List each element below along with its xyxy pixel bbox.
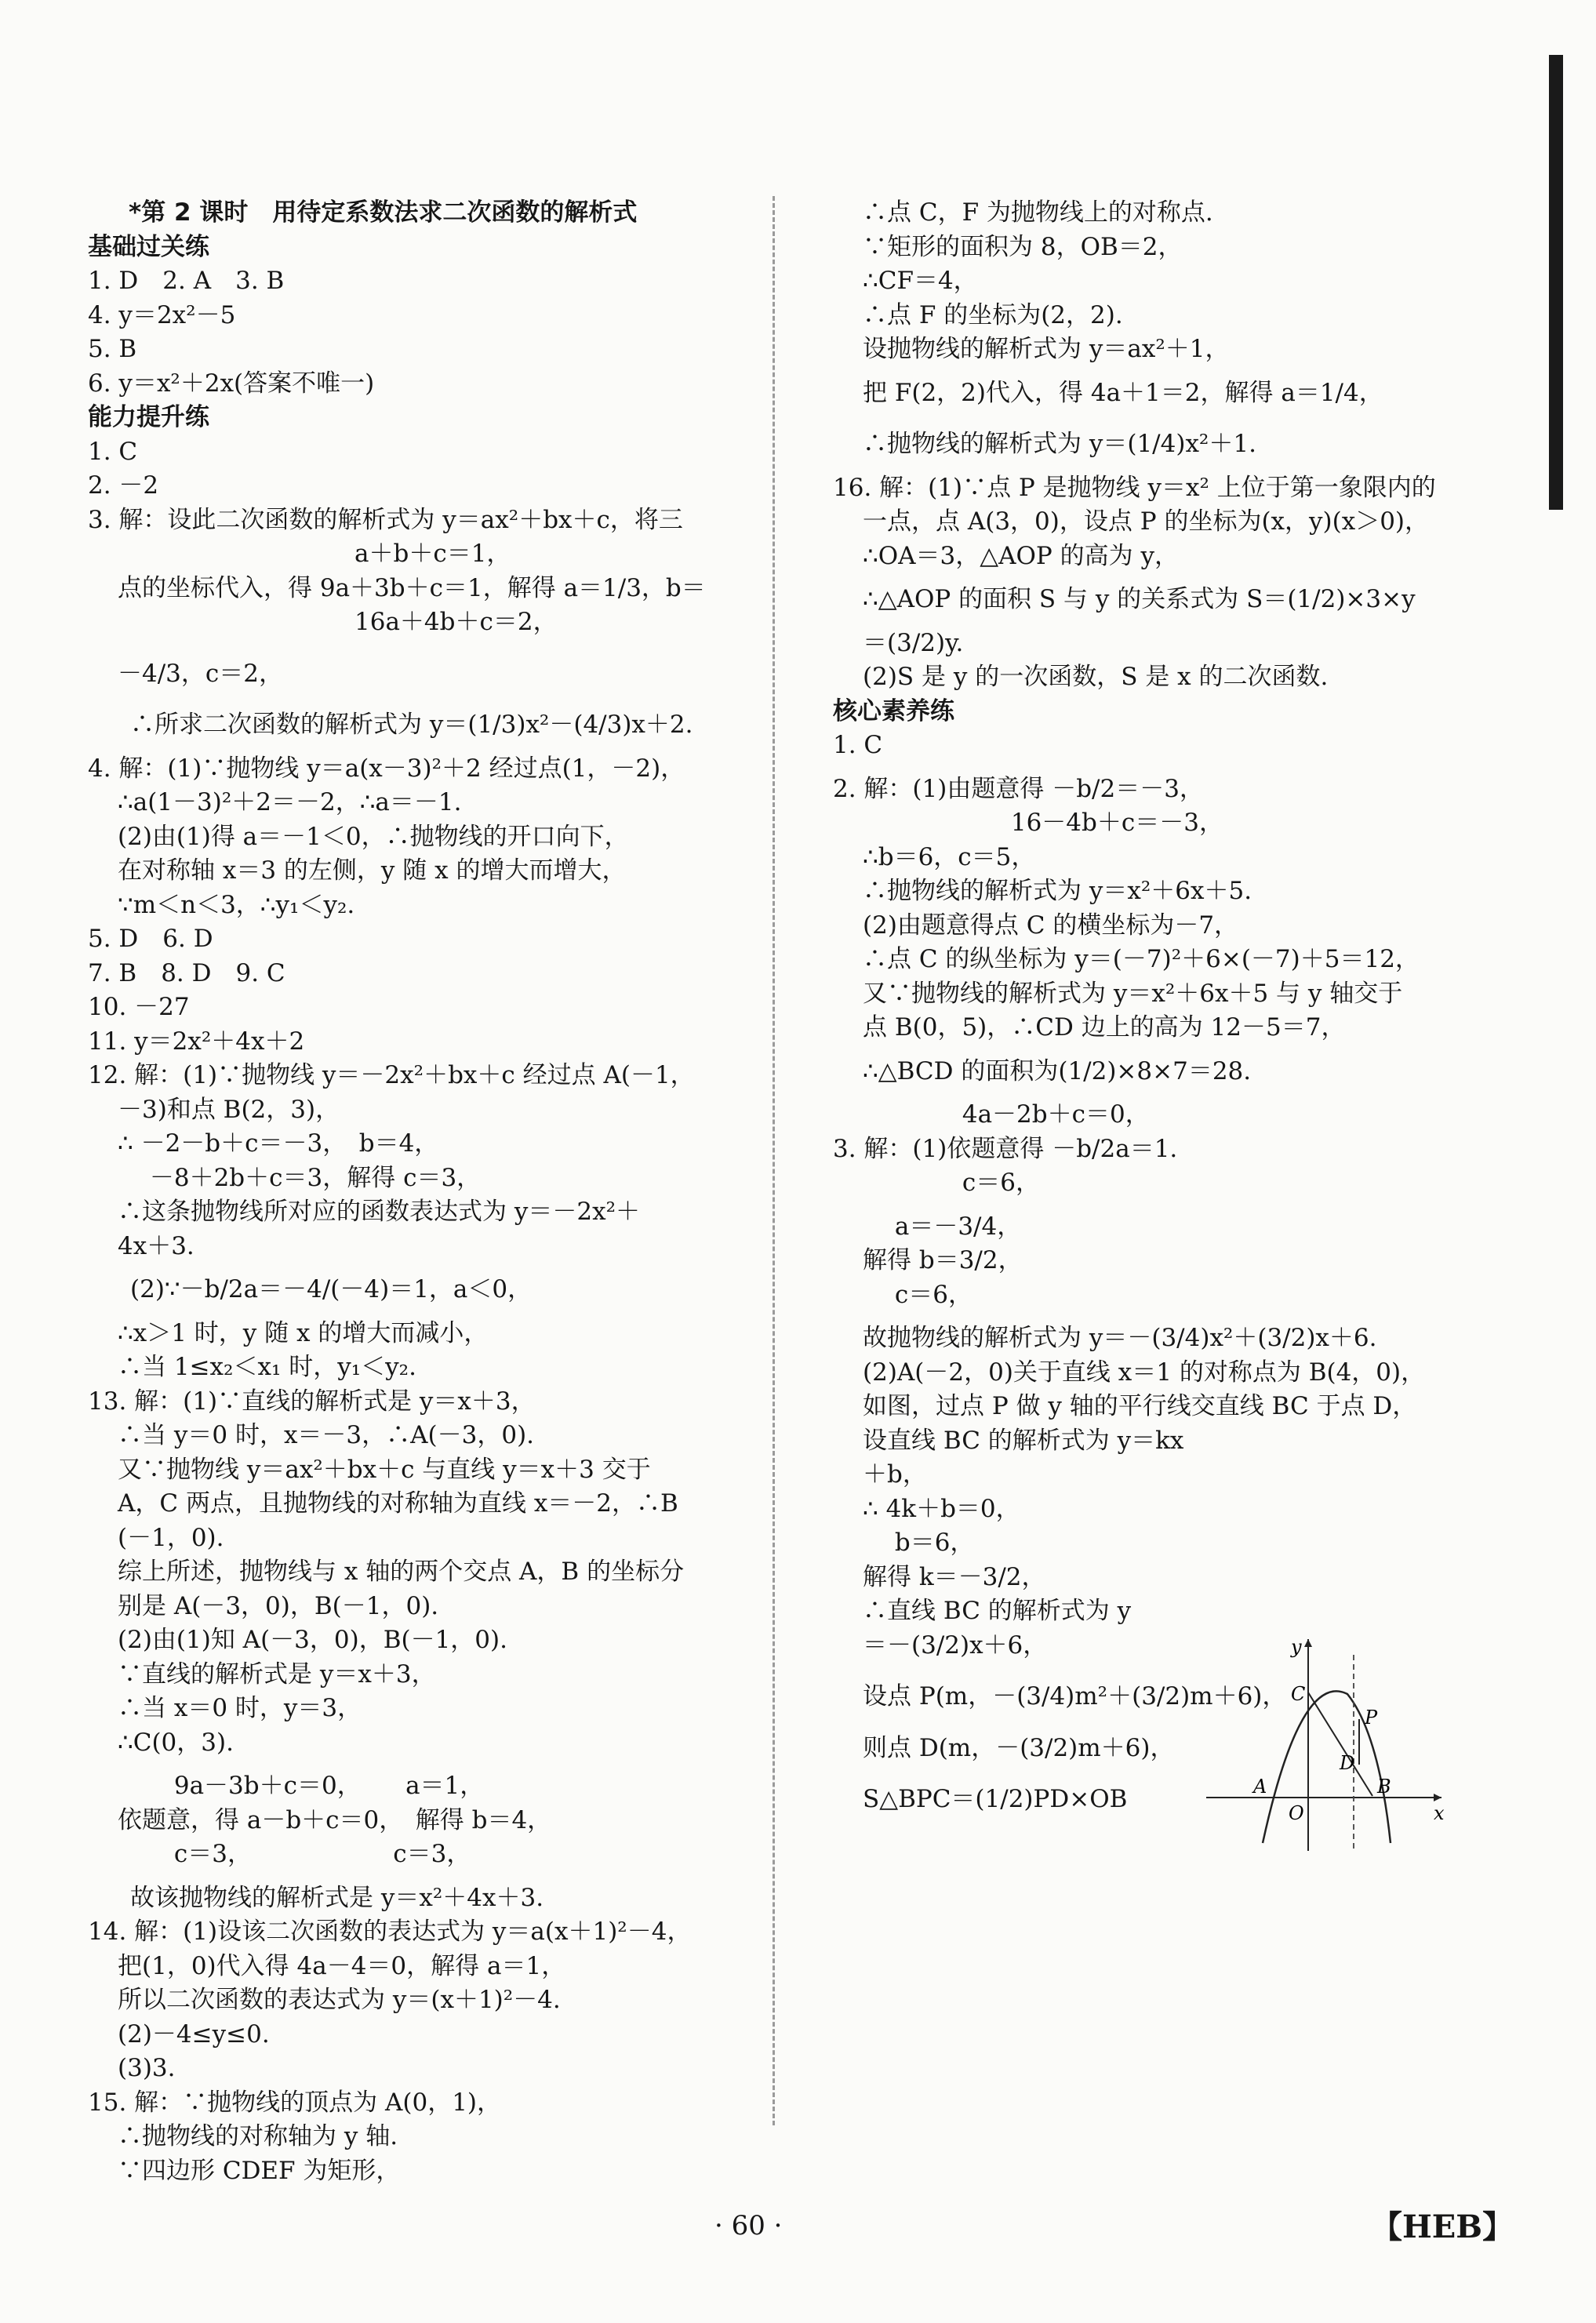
answer-line: 13. 解：(1)∵直线的解析式是 y＝x＋3， — [88, 1387, 536, 1416]
answer-line: 14. 解：(1)设该二次函数的表达式为 y＝a(x＋1)²－4， — [88, 1918, 692, 1946]
parabola-figure — [1198, 1631, 1457, 1859]
answer-line: 5. B — [88, 335, 137, 363]
answer-line: ＝－(3/2)x＋6， — [863, 1630, 1048, 1660]
answer-line: (2)由(1)知 A(－3，0)，B(－1，0). — [118, 1626, 507, 1654]
answer-line: ∴点 C 的纵坐标为 y＝(－7)²＋6×(－7)＋5＝12， — [863, 945, 1420, 973]
answer-line: 4. y＝2x²－5 — [88, 300, 236, 329]
answer-line: 1. D 2. A 3. B — [88, 267, 285, 295]
answer-line: S△BPC＝(1/2)PD×OB — [863, 1785, 1128, 1813]
answer-line: ∴点 C，F 为抛物线上的对称点. — [863, 198, 1213, 227]
label-c: C — [1291, 1683, 1306, 1705]
answer-line: 综上所述，抛物线与 x 轴的两个交点 A，B 的坐标分 — [118, 1558, 685, 1586]
right-column — [833, 196, 1476, 1817]
answer-line: 把 F(2，2)代入，得 4a＋1＝2，解得 a＝1/4， — [863, 378, 1383, 407]
answer-line: ∵m＜n＜3，∴y₁＜y₂. — [118, 890, 355, 919]
answer-line: 1. C — [833, 731, 883, 759]
equation-line: 16a＋4b＋c＝2， — [354, 608, 558, 636]
answer-line: ∴x＞1 时，y 随 x 的增大而减小， — [118, 1318, 489, 1347]
section-heading: 基础过关练 — [88, 232, 209, 261]
left-column — [88, 196, 754, 2188]
answer-line: (2)－4≤y≤0. — [118, 2019, 270, 2049]
section-heading: 能力提升练 — [88, 403, 209, 431]
answer-line: ∴这条抛物线所对应的函数表达式为 y＝－2x²＋ — [118, 1198, 640, 1226]
label-x: x — [1434, 1802, 1445, 1824]
label-y: y — [1291, 1636, 1302, 1658]
equation-line: 解得 b＝3/2， — [863, 1246, 1023, 1274]
answer-line: 解得 k＝－3/2， — [863, 1562, 1046, 1591]
y-axis-arrow — [1304, 1639, 1312, 1647]
answer-line: ∴抛物线的对称轴为 y 轴. — [118, 2122, 398, 2150]
answer-line: (2)由(1)得 a＝－1＜0，∴抛物线的开口向下， — [118, 822, 629, 851]
answer-line: ＋b， — [863, 1460, 927, 1489]
answer-line: ∴△AOP 的面积 S 与 y 的关系式为 S＝(1/2)×3×y — [863, 585, 1416, 613]
answer-line: 故该抛物线的解析式是 y＝x²＋4x＋3. — [130, 1883, 544, 1912]
answer-line: 15. 解：∵抛物线的顶点为 A(0，1)， — [88, 2088, 502, 2117]
answer-line: 1. C — [88, 437, 138, 466]
answer-line: ∴当 y＝0 时，x＝－3，∴A(－3，0). — [118, 1421, 535, 1449]
answer-line: ＝(3/2)y. — [863, 628, 964, 657]
answer-line: (3)3. — [118, 2054, 176, 2082]
lesson-title: *第 2 课时 用待定系数法求二次函数的解析式 — [129, 198, 638, 227]
equation-line: b＝6， — [863, 1529, 975, 1557]
label-p: P — [1365, 1707, 1378, 1729]
answer-line: 点 B(0，5)，∴CD 边上的高为 12－5＝7， — [863, 1013, 1346, 1042]
answer-line: 在对称轴 x＝3 的左侧，y 随 x 的增大而增大， — [118, 856, 627, 885]
equation-line: c＝6， — [833, 1169, 1040, 1197]
answer-line: 一点，点 A(3，0)，设点 P 的坐标为(x，y)(x＞0)， — [863, 507, 1430, 536]
equation-line: 16－4b＋c＝－3， — [833, 809, 1223, 837]
answer-line: ∴△BCD 的面积为(1/2)×8×7＝28. — [863, 1056, 1252, 1085]
answer-line: ∵直线的解析式是 y＝x＋3， — [118, 1660, 436, 1689]
label-a: A — [1253, 1776, 1267, 1798]
equation-line: 3. 解：(1)依题意得 －b/2a＝1. — [833, 1134, 1178, 1163]
answer-line: (2)S 是 y 的一次函数，S 是 x 的二次函数. — [863, 663, 1329, 691]
answer-line: 设点 P(m，－(3/4)m²＋(3/2)m＋6)， — [863, 1682, 1287, 1710]
label-b: B — [1377, 1776, 1391, 1798]
answer-line: 设抛物线的解析式为 y＝ax²＋1， — [863, 335, 1230, 363]
equation-line: a＋b＋c＝1， — [354, 540, 511, 568]
answer-line: (2)A(－2，0)关于直线 x＝1 的对称点为 B(4，0)， — [863, 1358, 1426, 1387]
answer-line: 又∵抛物线 y＝ax²＋bx＋c 与直线 y＝x＋3 交于 — [118, 1455, 651, 1484]
equation-line: －8＋2b＋c＝3，解得 c＝3， — [118, 1163, 482, 1192]
equation-line: 依题意，得 a－b＋c＝0， 解得 b＝4， — [118, 1805, 552, 1834]
answer-line: 3. 解：设此二次函数的解析式为 y＝ax²＋bx＋c，将三 — [88, 505, 683, 534]
answer-line: 2. －2 — [88, 471, 159, 500]
equation-line: ∴ 4k＋b＝0， — [863, 1494, 1020, 1523]
answer-line: 所以二次函数的表达式为 y＝(x＋1)²－4. — [118, 1986, 561, 2014]
answer-line: －3)和点 B(2，3)， — [118, 1095, 340, 1124]
equation-line: 9a－3b＋c＝0， a＝1， — [118, 1772, 485, 1800]
answer-line: A，C 两点，且抛物线的对称轴为直线 x＝－2，∴B — [118, 1489, 678, 1518]
answer-line: 设直线 BC 的解析式为 y＝kx — [863, 1426, 1184, 1455]
answer-line: －4/3，c＝2， — [118, 659, 283, 688]
answer-line: (－1，0). — [118, 1523, 224, 1552]
answer-line: 7. B 8. D 9. C — [88, 958, 285, 987]
answer-line: ∴点 F 的坐标为(2，2). — [863, 300, 1123, 329]
page-edge-bar — [1549, 55, 1563, 510]
answer-line: 点的坐标代入，得 9a＋3b＋c＝1，解得 a＝1/3，b＝ — [118, 573, 706, 602]
answer-line: ∴抛物线的解析式为 y＝(1/4)x²＋1. — [863, 430, 1256, 458]
column-divider — [773, 196, 775, 2125]
answer-line: ∴当 x＝0 时，y＝3， — [118, 1694, 362, 1722]
answer-line: 11. y＝2x²＋4x＋2 — [88, 1027, 305, 1056]
answer-line: ∵矩形的面积为 8，OB＝2， — [863, 232, 1183, 261]
answer-line: 12. 解：(1)∵抛物线 y＝－2x²＋bx＋c 经过点 A(－1， — [88, 1061, 695, 1089]
answer-line: ∴b＝6，c＝5， — [863, 842, 1036, 871]
answer-line: ∴C(0，3). — [118, 1728, 234, 1757]
equation-line: 4a－2b＋c＝0， — [833, 1100, 1150, 1129]
answer-line: 6. y＝x²＋2x(答案不唯一) — [88, 369, 375, 398]
answer-line: ∴当 1≤x₂＜x₁ 时，y₁＜y₂. — [118, 1353, 416, 1381]
answer-line: ∴a(1－3)²＋2＝－2，∴a＝－1. — [118, 788, 462, 816]
answer-line: 别是 A(－3，0)，B(－1，0). — [118, 1591, 439, 1620]
answer-line: 如图，过点 P 做 y 轴的平行线交直线 BC 于点 D， — [863, 1392, 1417, 1420]
answer-line: (2)由题意得点 C 的横坐标为－7， — [863, 911, 1239, 940]
answer-line: 又∵抛物线的解析式为 y＝x²＋6x＋5 与 y 轴交于 — [863, 979, 1403, 1008]
answer-line: ∴OA＝3，△AOP 的高为 y， — [863, 541, 1179, 570]
answer-line: ∴所求二次函数的解析式为 y＝(1/3)x²－(4/3)x＋2. — [130, 711, 693, 739]
answer-line: 5. D 6. D — [88, 925, 213, 953]
equation-line: 2. 解：(1)由题意得 －b/2＝－3， — [833, 774, 1204, 803]
answer-line: ∵四边形 CDEF 为矩形， — [118, 2156, 401, 2185]
equation-line: a＝－3/4， — [863, 1212, 1022, 1241]
label-d: D — [1340, 1752, 1355, 1774]
answer-line: ∴抛物线的解析式为 y＝x²＋6x＋5. — [863, 877, 1252, 905]
answer-line: ∴直线 BC 的解析式为 y — [863, 1597, 1132, 1625]
section-heading: 核心素养练 — [833, 696, 954, 725]
label-o: O — [1289, 1802, 1304, 1824]
line-bc — [1308, 1692, 1372, 1796]
answer-line: 则点 D(m，－(3/2)m＋6)， — [863, 1733, 1175, 1762]
answer-line: 4x＋3. — [118, 1231, 195, 1260]
x-axis-arrow — [1434, 1794, 1441, 1801]
equation-line: c＝6， — [863, 1280, 973, 1309]
edition-code: 【HEB】 — [1371, 2208, 1514, 2245]
answer-line: 10. －27 — [88, 993, 190, 1021]
answer-line: (2)∵－b/2a＝－4/(－4)＝1，a＜0， — [130, 1275, 533, 1303]
answer-line: ∴CF＝4， — [863, 267, 978, 295]
page-number: · 60 · — [714, 2210, 783, 2241]
equation-line: c＝3， c＝3， — [118, 1840, 471, 1868]
answer-line: 故抛物线的解析式为 y＝－(3/4)x²＋(3/2)x＋6. — [863, 1324, 1377, 1352]
answer-line: 把(1，0)代入得 4a－4＝0，解得 a＝1， — [118, 1951, 566, 1980]
equation-line: ∴ －2－b＋c＝－3， b＝4， — [118, 1129, 439, 1158]
answer-line: 4. 解：(1)∵抛物线 y＝a(x－3)²＋2 经过点(1，－2)， — [88, 754, 685, 783]
answer-line: 16. 解：(1)∵点 P 是抛物线 y＝x² 上位于第一象限内的 — [833, 473, 1436, 502]
